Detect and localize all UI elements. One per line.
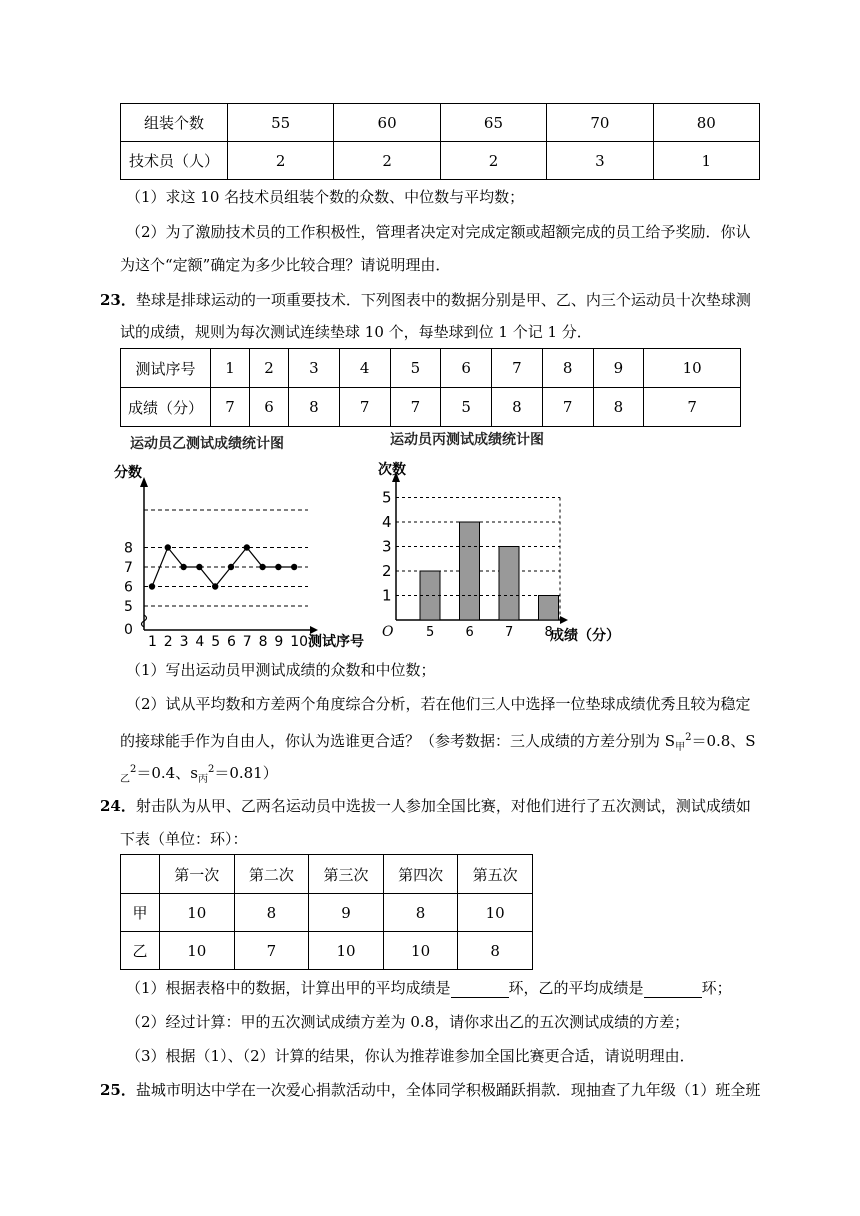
subscript: 丙: [197, 774, 208, 785]
x-tick-label: 5: [426, 625, 435, 640]
subscript: 乙: [120, 774, 130, 785]
q23-ref-text-end: ＝0.8、S: [691, 732, 756, 750]
line-chart-title: 运动员乙测试成绩统计图: [130, 436, 284, 452]
table-cell: 7: [492, 349, 543, 388]
x-axis-label: 成绩（分）: [550, 628, 620, 644]
y-tick-label: 6: [124, 579, 133, 596]
table-cell: 4: [339, 349, 390, 388]
table-cell: 7: [339, 388, 390, 427]
data-point: [180, 564, 186, 570]
answer-blank[interactable]: [451, 981, 509, 998]
table-cell: 7: [542, 388, 593, 427]
x-tick-label: 1: [148, 634, 157, 650]
table-cell: 6: [250, 388, 289, 427]
q24-text: 射击队为从甲、乙两名运动员中选拔一人参加全国比赛，对他们进行了五次测试，测试成绩如: [135, 797, 751, 815]
bar: [499, 547, 519, 621]
superscript: 2: [207, 764, 215, 775]
score-table-jia: [120, 348, 741, 427]
table-cell: 5: [390, 349, 441, 388]
table-cell: 5: [441, 388, 492, 427]
data-point: [259, 564, 265, 570]
bar-chart: [372, 450, 632, 650]
question-number: 24．: [100, 797, 136, 815]
q22-part2-cont: 为这个“定额”确定为多少比较合理？请说明理由．: [120, 256, 451, 274]
table-cell: 9: [309, 894, 384, 932]
table-cell: 7: [211, 388, 250, 427]
q25-text: 盐城市明达中学在一次爱心捐款活动中，全体同学积极踊跃捐款．现抽查了九年级（1）班全班: [135, 1081, 761, 1099]
subscript: 甲: [675, 742, 686, 753]
y-tick-label: 4: [382, 513, 392, 531]
y-tick-label: 5: [124, 599, 133, 615]
x-tick-label: 3: [179, 634, 189, 650]
table-cell: 8: [458, 932, 533, 970]
x-axis-arrow: [560, 616, 568, 624]
data-point: [275, 564, 281, 570]
y-tick-label: 5: [382, 488, 392, 507]
table-cell: 1: [211, 349, 250, 388]
table-cell: 第二次: [234, 855, 309, 894]
table-cell: 第四次: [383, 855, 458, 894]
x-axis-arrow: [310, 626, 318, 634]
q25-line1: [100, 1080, 760, 1100]
q23-part1: （1）写出运动员甲测试成绩的众数和中位数；: [126, 661, 436, 679]
table-cell: 成绩（分）: [121, 388, 211, 427]
table-cell: 8: [542, 349, 593, 388]
x-tick-label: 10: [290, 634, 309, 650]
table-cell: 55: [228, 104, 334, 142]
data-point: [228, 564, 234, 570]
table-cell: 10: [160, 894, 235, 932]
table-cell: 70: [547, 104, 653, 142]
y-tick-label: 0: [124, 622, 133, 638]
table-cell: 第五次: [458, 855, 533, 894]
table-cell: 1: [653, 142, 759, 180]
q24-part1-text2: 环，乙的平均成绩是: [508, 979, 644, 997]
q23-line1: [100, 290, 751, 310]
data-point: [165, 544, 171, 550]
table-cell: 2: [440, 142, 546, 180]
origin-label: O: [382, 624, 394, 640]
x-tick-label: 7: [242, 634, 252, 650]
table-cell: 3: [547, 142, 653, 180]
superscript: 2: [685, 732, 692, 743]
x-tick-label: 5: [211, 634, 221, 650]
table-cell: 3: [289, 349, 340, 388]
table-cell: 10: [644, 349, 741, 388]
y-tick-label: 3: [382, 537, 392, 556]
table-cell: 6: [441, 349, 492, 388]
x-tick-label: 9: [274, 634, 284, 650]
table-cell: [121, 855, 160, 894]
q24-part3: （3）根据（1）、（2）计算的结果，你认为推荐谁参加全国比赛更合适，请说明理由．: [126, 1047, 695, 1065]
q23-part2-cont: [120, 728, 756, 758]
table-cell: 9: [593, 349, 644, 388]
y-tick-label: 1: [382, 586, 392, 605]
bar: [460, 522, 480, 620]
y-tick-label: 2: [382, 562, 392, 580]
question-number: 25．: [100, 1081, 136, 1099]
q24-line2: 下表（单位：环）：: [120, 830, 248, 848]
table-cell: 8: [289, 388, 340, 427]
q23-ref-mid: ＝0.4、s: [136, 764, 198, 782]
y-axis-label: 次数: [378, 462, 406, 478]
assembly-table: [120, 103, 760, 180]
table-cell: 10: [160, 932, 235, 970]
table-cell: 测试序号: [121, 349, 211, 388]
q23-ref-end: ＝0.81）: [214, 764, 278, 782]
x-tick-label: 6: [465, 625, 474, 640]
y-axis-label: 分数: [114, 465, 142, 481]
x-tick-label: 2: [163, 634, 173, 650]
answer-blank[interactable]: [644, 981, 702, 998]
table-cell: 第三次: [309, 855, 384, 894]
q23-text: 垫球是排球运动的一项重要技术．下列图表中的数据分别是甲、乙、内三个运动员十次垫球测: [135, 291, 751, 309]
q24-part1: [126, 978, 732, 998]
table-cell: 10: [458, 894, 533, 932]
table-cell: 2: [334, 142, 440, 180]
table-cell: 第一次: [160, 855, 235, 894]
x-tick-label: 6: [227, 634, 236, 650]
superscript: 2: [130, 764, 137, 775]
question-number: 23．: [100, 291, 136, 309]
table-cell: 技术员（人）: [121, 142, 228, 180]
q22-part1: （1）求这 10 名技术员组装个数的众数、中位数与平均数；: [126, 188, 525, 206]
x-tick-label: 7: [505, 625, 514, 640]
table-cell: 10: [309, 932, 384, 970]
q23-line2: 试的成绩，规则为每次测试连续垫球 10 个，每垫球到位 1 个记 1 分．: [120, 323, 592, 341]
q22-part2: （2）为了激励技术员的工作积极性，管理者决定对完成定额或超额完成的员工给予奖励．你认: [126, 223, 751, 241]
y-tick-label: 7: [124, 560, 133, 576]
bar-chart-title: 运动员丙测试成绩统计图: [390, 432, 544, 448]
table-cell: 8: [234, 894, 309, 932]
table-cell: 10: [383, 932, 458, 970]
data-point: [244, 544, 250, 550]
q24-part1-text3: 环；: [701, 979, 732, 997]
table-cell: 2: [228, 142, 334, 180]
table-cell: 8: [593, 388, 644, 427]
q23-part2-cont2: [120, 760, 278, 790]
y-tick-label: 8: [124, 540, 133, 557]
x-tick-label: 8: [258, 634, 268, 650]
table-cell: 60: [334, 104, 440, 142]
q24-part1-text: （1）根据表格中的数据，计算出甲的平均成绩是: [126, 979, 451, 997]
bar: [539, 596, 559, 621]
table-cell: 65: [440, 104, 546, 142]
q23-part2: （2）试从平均数和方差两个角度综合分析，若在他们三人中选择一位垫球成绩优秀且较为稳定: [126, 695, 751, 713]
x-tick-label: 8: [544, 625, 553, 640]
x-tick-label: 4: [195, 634, 205, 650]
q24-part2: （2）经过计算：甲的五次测试成绩方差为 0.8，请你求出乙的五次测试成绩的方差；: [126, 1013, 690, 1031]
table-cell: 组装个数: [121, 104, 228, 142]
table-cell: 8: [383, 894, 458, 932]
data-point: [212, 583, 218, 589]
table-cell: 7: [644, 388, 741, 427]
shooting-table: [120, 854, 533, 970]
data-point: [196, 564, 202, 570]
q23-ref-text: 的接球能手作为自由人，你认为选谁更合适？（参考数据：三人成绩的方差分别为 S: [120, 732, 676, 750]
x-axis-label: 测试序号: [308, 634, 364, 650]
data-point: [291, 564, 297, 570]
line-chart: [112, 455, 370, 650]
table-cell: 7: [234, 932, 309, 970]
table-cell: 2: [250, 349, 289, 388]
table-cell: 乙: [121, 932, 160, 970]
table-cell: 甲: [121, 894, 160, 932]
data-point: [149, 583, 155, 589]
table-cell: 8: [492, 388, 543, 427]
table-cell: 7: [390, 388, 441, 427]
table-cell: 80: [653, 104, 759, 142]
q24-line1: [100, 796, 751, 816]
